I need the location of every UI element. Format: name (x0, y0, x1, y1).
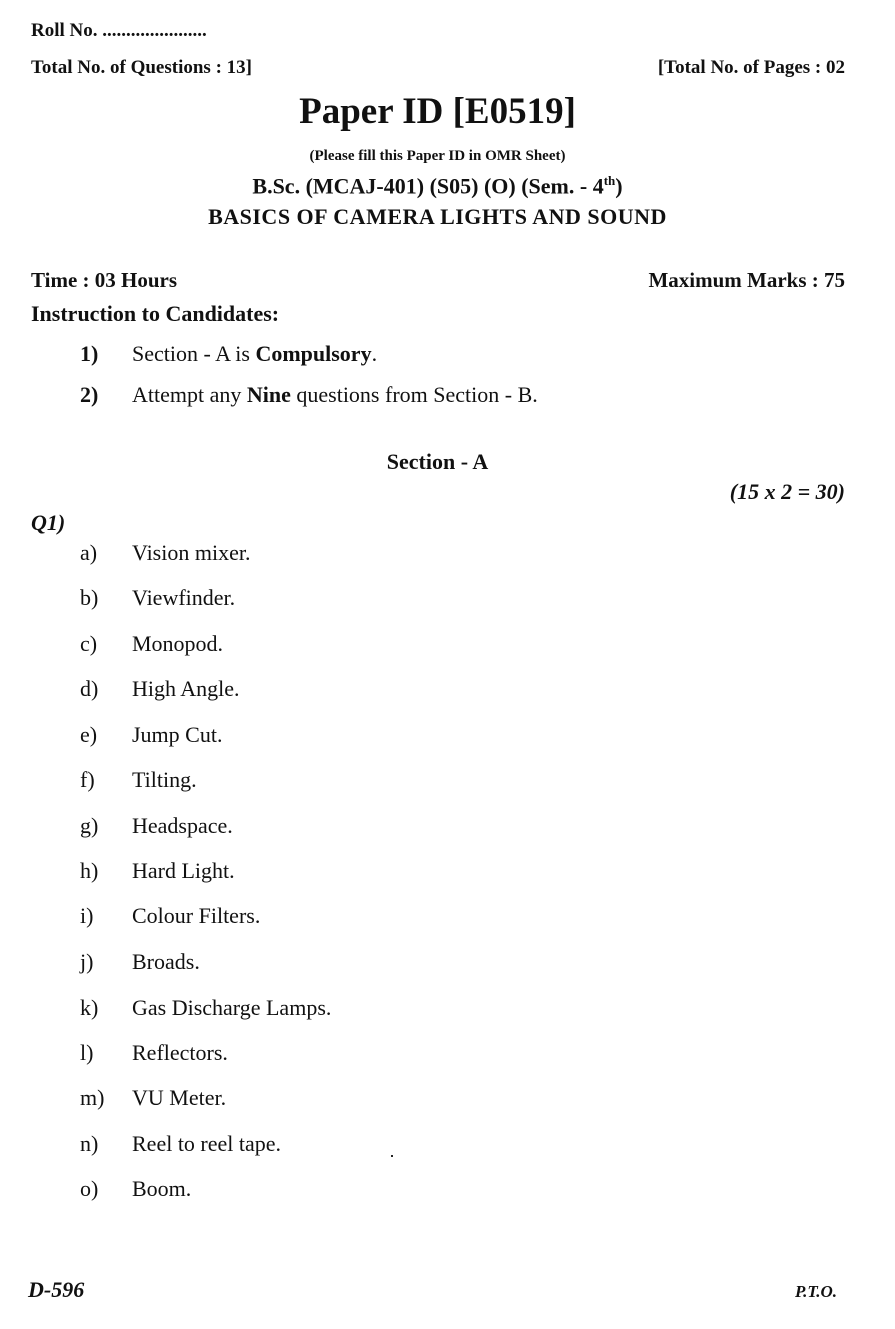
paper-id-title: Paper ID [E0519] (299, 91, 576, 132)
instruction-text: Attempt any (132, 382, 247, 407)
item-text: Vision mixer. (132, 540, 251, 565)
instruction-emphasis: Nine (246, 382, 291, 407)
item-text: Reflectors. (132, 1040, 228, 1065)
item-text: Broads. (132, 949, 200, 974)
time-limit: Time : 03 Hours (31, 268, 178, 292)
item-text: Boom. (132, 1176, 192, 1201)
instruction-text: Section - A is (132, 341, 256, 366)
item-text: Colour Filters. (132, 903, 261, 928)
list-item (80, 631, 223, 657)
item-text: Tilting. (132, 767, 197, 792)
paper-code: D-596 (28, 1277, 85, 1302)
item-letter: n) (80, 1131, 99, 1156)
item-text: Headspace. (132, 813, 233, 838)
item-letter: b) (80, 585, 99, 610)
list-item (80, 722, 222, 748)
instruction-number: 2) (80, 382, 99, 407)
list-item (80, 1085, 226, 1111)
course-end: ) (615, 173, 623, 199)
instruction-number: 1) (80, 341, 99, 366)
item-letter: d) (80, 676, 99, 701)
item-text: Jump Cut. (132, 722, 223, 747)
item-letter: j) (80, 949, 94, 974)
section-a-heading: Section - A (386, 449, 489, 474)
list-item (80, 767, 197, 793)
item-letter: i) (80, 903, 94, 928)
course-line (0, 173, 875, 199)
item-text: Monopod. (132, 631, 224, 656)
question-number: Q1) (31, 510, 66, 535)
instruction-1 (80, 341, 377, 367)
stray-dot (391, 1155, 393, 1157)
list-item (80, 585, 235, 611)
instruction-heading: Instruction to Candidates: (31, 301, 280, 326)
item-letter: k) (80, 995, 99, 1020)
list-item (80, 1176, 191, 1202)
list-item (80, 1040, 228, 1066)
item-text: Hard Light. (132, 858, 235, 883)
instruction-text-end: . (371, 341, 378, 366)
item-letter: a) (80, 540, 98, 565)
instruction-2 (80, 382, 538, 408)
item-text: Viewfinder. (132, 585, 236, 610)
instruction-emphasis: Compulsory (255, 341, 372, 366)
item-letter: e) (80, 722, 98, 747)
list-item (80, 1131, 281, 1157)
item-letter: h) (80, 858, 99, 883)
roll-number: Roll No. ...................... (31, 20, 207, 41)
list-item (80, 540, 250, 566)
course-superscript: th (603, 173, 616, 188)
item-letter: c) (80, 631, 98, 656)
item-text: VU Meter. (132, 1085, 227, 1110)
item-text: Gas Discharge Lamps. (132, 995, 332, 1020)
subject-title: BASICS OF CAMERA LIGHTS AND SOUND (208, 204, 667, 229)
item-letter: g) (80, 813, 99, 838)
maximum-marks: Maximum Marks : 75 (648, 268, 845, 292)
item-text: High Angle. (132, 676, 240, 701)
item-letter: f) (80, 767, 95, 792)
section-a-marks: (15 x 2 = 30) (729, 479, 845, 504)
list-item (80, 676, 240, 702)
course-main: B.Sc. (MCAJ-401) (S05) (O) (Sem. - 4 (252, 173, 604, 199)
item-letter: l) (80, 1040, 94, 1065)
item-letter: o) (80, 1176, 99, 1201)
list-item (80, 995, 331, 1021)
total-questions: Total No. of Questions : 13] (31, 57, 252, 78)
total-pages: [Total No. of Pages : 02 (657, 57, 845, 78)
list-item (80, 858, 235, 884)
list-item (80, 903, 260, 929)
omr-note: (Please fill this Paper ID in OMR Sheet) (309, 148, 566, 164)
item-text: Reel to reel tape. (132, 1131, 282, 1156)
instruction-text-end: questions from Section - B. (290, 382, 538, 407)
item-letter: m) (80, 1085, 105, 1110)
pto-note: P.T.O. (794, 1282, 837, 1301)
list-item (80, 813, 233, 839)
list-item (80, 949, 200, 975)
